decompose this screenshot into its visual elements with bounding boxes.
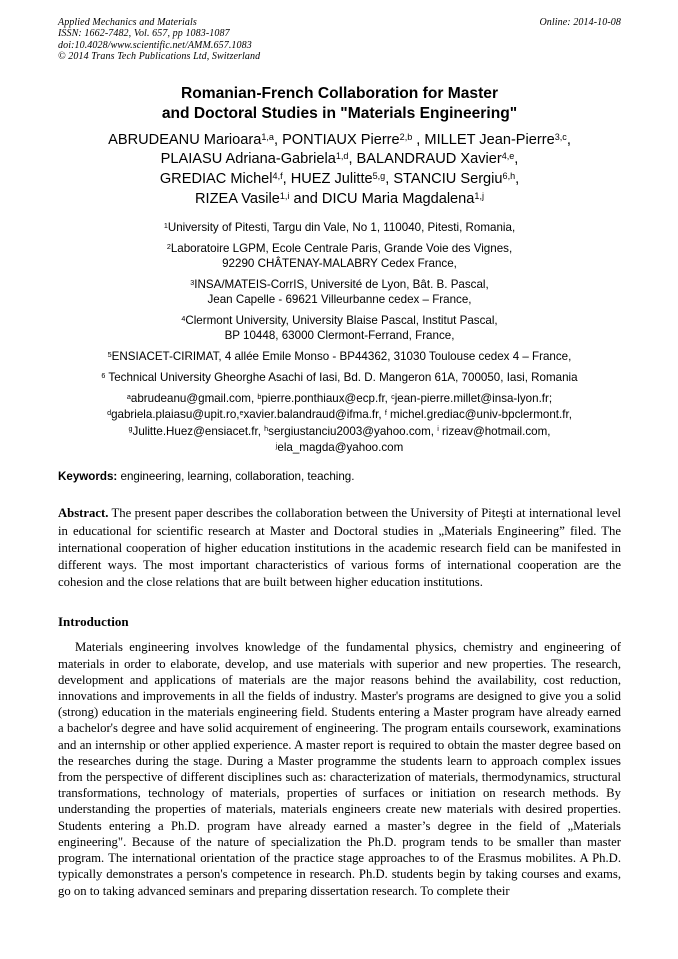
affiliations-block (58, 220, 621, 385)
affiliation-1: $^1$University of Pitesti, Targu din Vale, No 1, 110040, Pitesti, Romania, (163, 220, 516, 234)
affiliation-3: $^3$INSA/MATEIS-CorrIS, Université de Lyon, Bât. B. Pascal, Jean Capelle - 69621 Villeurbanne cedex – France, (190, 277, 489, 306)
paper-title-line2: and Doctoral Studies in "Materials Engineering" (161, 104, 518, 122)
author-line-4: RIZEA Vasile$^{1,i}$ and DICU Maria Magdalena$^{1,j}$ (195, 190, 484, 208)
abstract-text: The present paper describes the collaboration between the University of Piteşti at international level in educational for scientific research at Master and Doctoral studies in „Materials Engineering” filed. The international cooperation of higher education institutions in the academic research field can be manifested in different ways. The most important characteristics of various forms of international cooperation are the cohesion and the close relations that are built between higher education institutions. (58, 506, 621, 590)
keywords-label: Keywords: (58, 470, 118, 484)
section-heading-introduction: Introduction (58, 614, 129, 630)
author-line-1: ABRUDEANU Marioara$^{1,a}$, PONTIAUX Pierre$^{2,b}$ , MILLET Jean-Pierre$^{3,c}$, (108, 131, 571, 148)
author-line-2: PLAIASU Adriana-Gabriela$^{1,d}$, BALANDRAUD Xavier$^{4,e}$, (160, 151, 519, 168)
email-line-2: $^d$gabriela.plaiasu@upit.ro,$^e$xavier.balandraud@ifma.fr, $^f$ michel.grediac@univ-bpclermont.fr, (107, 407, 572, 422)
authors-block (58, 131, 621, 210)
journal-title: Applied Mechanics and Materials (58, 17, 197, 28)
journal-header (58, 17, 621, 63)
abstract-paragraph (58, 505, 621, 591)
journal-header-left (58, 17, 260, 63)
paper-title-line1: Romanian-French Collaboration for Master (180, 84, 499, 102)
author-line-3: GREDIAC Michel$^{4,f}$, HUEZ Julitte$^{5,g}$, STANCIU Sergiu$^{6,h}$, (159, 171, 520, 188)
email-line-4: $^j$ela_magda@yahoo.com (275, 440, 404, 455)
affiliation-6: $^6$ Technical University Gheorghe Asachi of Iasi, Bd. D. Mangeron 61A, 700050, Iasi, Romania (101, 370, 578, 384)
author-emails-block (58, 391, 621, 457)
journal-copyright-line: © 2014 Trans Tech Publications Ltd, Switzerland (58, 51, 261, 63)
online-date: Online: 2014-10-08 (539, 17, 621, 28)
keywords-text: engineering, learning, collaboration, teaching. (117, 470, 355, 484)
keywords-line (58, 470, 621, 484)
journal-doi-line: doi:10.4028/www.scientific.net/AMM.657.1083 (58, 39, 252, 51)
affiliation-2: $^2$Laboratoire LGPM, Ecole Centrale Paris, Grande Voie des Vignes, 92290 CHÂTENAY-MALABRY Cedex France, (166, 241, 513, 270)
paper-title (58, 84, 621, 124)
journal-issn-line: ISSN: 1662-7482, Vol. 657, pp 1083-1087 (58, 28, 230, 40)
email-line-3: $^g$Julitte.Huez@ensiacet.fr, $^h$sergiustanciu2003@yahoo.com, $^i$ rizeav@hotmail.com, (128, 424, 551, 438)
introduction-paragraph: Materials engineering involves knowledge of the fundamental physics, chemistry and engineering of materials in order to elaborate, develop, and use materials with superior and new properties. The research, development and applications of materials are the major reasons behind the availability, cost reduction, innovations and improvements in all the fields of industry. Master's programs are designed to give you a solid (strong) education in the materials engineering field. Students entering a Master program have already earned a bachelor's degree and have solid acquirement of engineering. The program entails coursework, examinations and an internship or other applied experience. A master report is required to obtain the master degree based on the researches during the stage. During a Master programme the students learn to approach complex issues from the perspective of different disciplines such as: characterization of materials, thermodynamics, structural transformations, technology of materials, properties of surfaces or initiation on research methods. By understanding the properties of materials, materials engineers create new materials with desired properties. Students entering a Ph.D. program have already earned a master’s degree in the field of „Materials engineering". Because of the nature of specialization the Ph.D. program tends to be smaller than master program. The international orientation of the practice stage approaches to of the Erasmus mobilites. A Ph.D. typically demonstrates a person's competence in research. Ph.D. students begin by taking courses and exams, go on to taking advanced seminars and preparing dissertation research. To complete their (58, 640, 621, 898)
abstract-label: Abstract. (58, 506, 109, 521)
affiliation-5: $^5$ENSIACET-CIRIMAT, 4 allée Emile Monso - BP44362, 31030 Toulouse cedex 4 – France, (107, 349, 572, 363)
email-line-1: $^a$abrudeanu@gmail.com, $^b$pierre.ponthiaux@ecp.fr, $^c$jean-pierre.millet@insa-lyon.fr; (126, 391, 553, 405)
affiliation-4: $^4$Clermont University, University Blaise Pascal, Institut Pascal, BP 10448, 63000 Clermont-Ferrand, France, (181, 313, 498, 342)
